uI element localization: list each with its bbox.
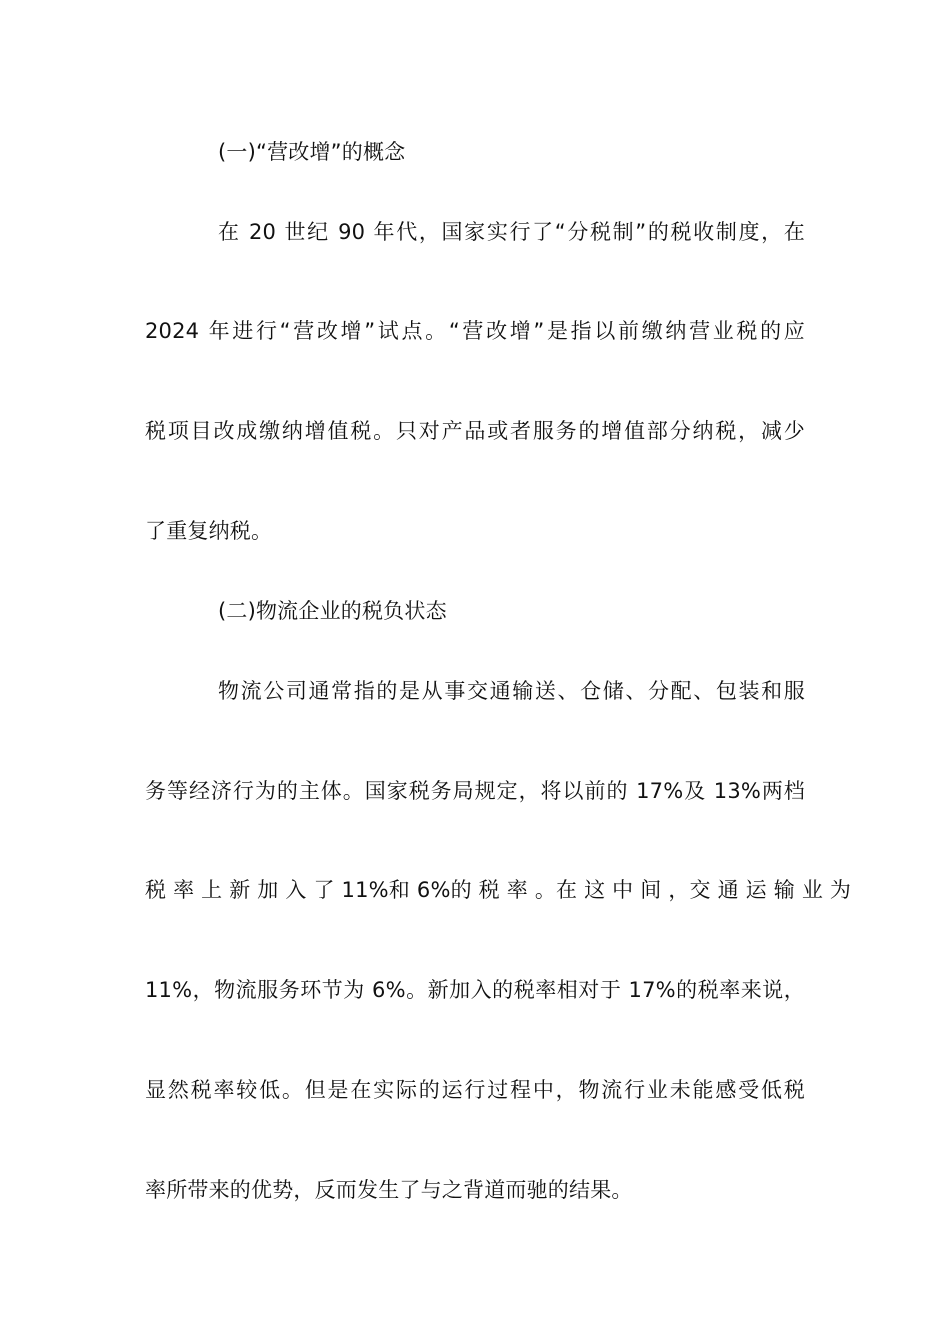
- paragraph-2-line-2: 务等经济行为的主体。国家税务局规定，将以前的 17%及 13%两档: [145, 779, 805, 803]
- paragraph-1-line-3: 税项目改成缴纳增值税。只对产品或者服务的增值部分纳税，减少: [145, 419, 805, 443]
- paragraph-1-line-4: 了重复纳税。: [145, 519, 273, 543]
- section-heading-2: (二)物流企业的税负状态: [218, 599, 447, 623]
- section-heading-1: (一)“营改增”的概念: [218, 140, 406, 164]
- paragraph-2-line-3: 税 率 上 新 加 入 了 11%和 6%的 税 率 。在 这 中 间 ，交 通 运 输 业 为: [145, 878, 852, 902]
- paragraph-2-line-5: 显然税率较低。但是在实际的运行过程中，物流行业未能感受低税: [145, 1078, 805, 1102]
- paragraph-2-line-4: 11%，物流服务环节为 6%。新加入的税率相对于 17%的税率来说，: [145, 978, 805, 1002]
- paragraph-1-line-1: 在 20 世纪 90 年代，国家实行了“分税制”的税收制度，在: [218, 220, 805, 244]
- paragraph-2-line-1: 物流公司通常指的是从事交通输送、仓储、分配、包装和服: [218, 679, 805, 703]
- paragraph-2-line-6: 率所带来的优势，反而发生了与之背道而驰的结果。: [145, 1178, 633, 1202]
- paragraph-1-line-2: 2024 年进行“营改增”试点。“营改增”是指以前缴纳营业税的应: [145, 319, 805, 343]
